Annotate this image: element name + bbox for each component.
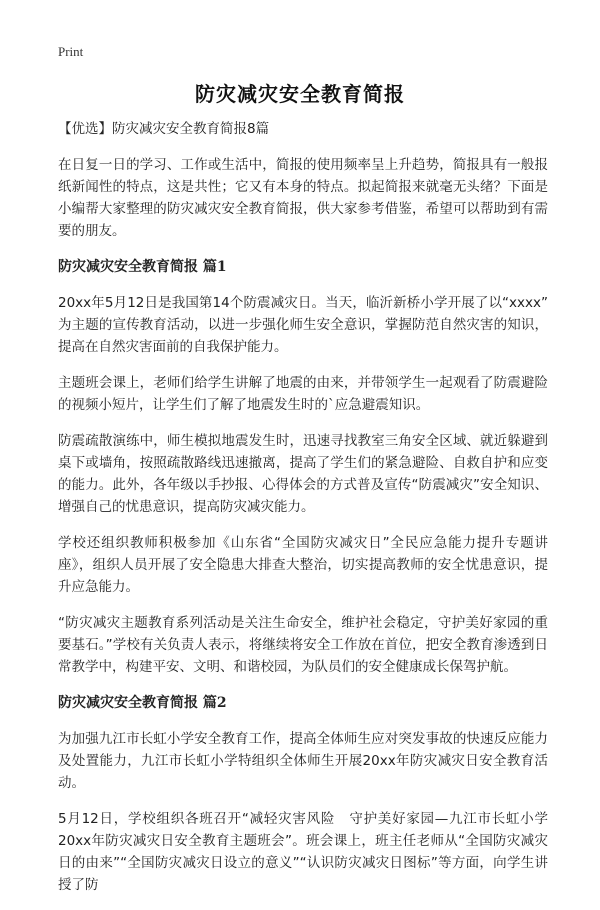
section-1: [58, 256, 548, 678]
print-link[interactable]: Print: [58, 44, 84, 59]
intro-paragraph: 在日复一日的学习、工作或生活中，简报的使用频率呈上升趋势，简报具有一般报纸新闻性的特点，这是共性；它又有本身的特点。拟起简报来就毫无头绪？下面是小编帮大家整理的防灾减灾安全教育简报，供大家参考借鉴，希望可以帮助到有需要的朋友。: [58, 157, 548, 239]
section-heading: 防灾减灾安全教育简报 篇1: [58, 259, 227, 275]
document-body: [58, 118, 548, 910]
paragraph: 5月12日，学校组织各班召开“减轻灾害风险 守护美好家园—九江市长虹小学20xx年防灾减灾日安全教育主题班会”。班会课上，班主任老师从“全国防灾减灾日的由来”“全国防灾减灾日设立的意义”“认识防灾减灾日图标”等方面，向学生讲授了防: [58, 811, 548, 893]
paragraph: “防灾减灾主题教育系列活动是关注生命安全，维护社会稳定，守护美好家园的重要基石。”学校有关负责人表示，将继续将安全工作放在首位，把安全教育渗透到日常教学中，构建平安、文明、和谐校园，为队员们的安全健康成长保驾护航。: [58, 615, 548, 675]
lead-line: 【优选】防灾减灾安全教育简报8篇: [58, 121, 270, 137]
paragraph: 防震疏散演练中，师生模拟地震发生时，迅速寻找教室三角安全区域、就近躲避到桌下或墙角，按照疏散路线迅速撤离，提高了学生们的紧急避险、自救自护和应变的能力。此外，各年级以手抄报、心得体会的方式普及宣传“防震减灾”安全知识、增强自己的忧患意识，提高防灾减灾能力。: [58, 433, 548, 515]
section-2: [58, 692, 548, 896]
section-heading: 防灾减灾安全教育简报 篇2: [58, 695, 227, 711]
paragraph: 主题班会课上，老师们给学生讲解了地震的由来，并带领学生一起观看了防震避险的视频小短片，让学生们了解了地震发生时的`应急避震知识。: [58, 375, 548, 413]
paragraph: 学校还组织教师积极参加《山东省“全国防灾减灾日”全民应急能力提升专题讲座》，组织人员开展了安全隐患大排查大整治，切实提高教师的安全忧患意识，提升应急能力。: [58, 535, 548, 595]
paragraph: 20xx年5月12日是我国第14个防震减灾日。当天，临沂新桥小学开展了以“xxxx” 为主题的宣传教育活动，以进一步强化师生安全意识，掌握防范自然灾害的知识，提高在自然灾害面前的自我保护能力。: [58, 295, 548, 355]
paragraph: 为加强九江市长虹小学安全教育工作，提高全体师生应对突发事故的快速反应能力及处置能力，九江市长虹小学特组织全体师生开展20xx年防灾减灾日安全教育活动。: [58, 731, 548, 791]
page-title: 防灾减灾安全教育简报: [195, 82, 405, 106]
